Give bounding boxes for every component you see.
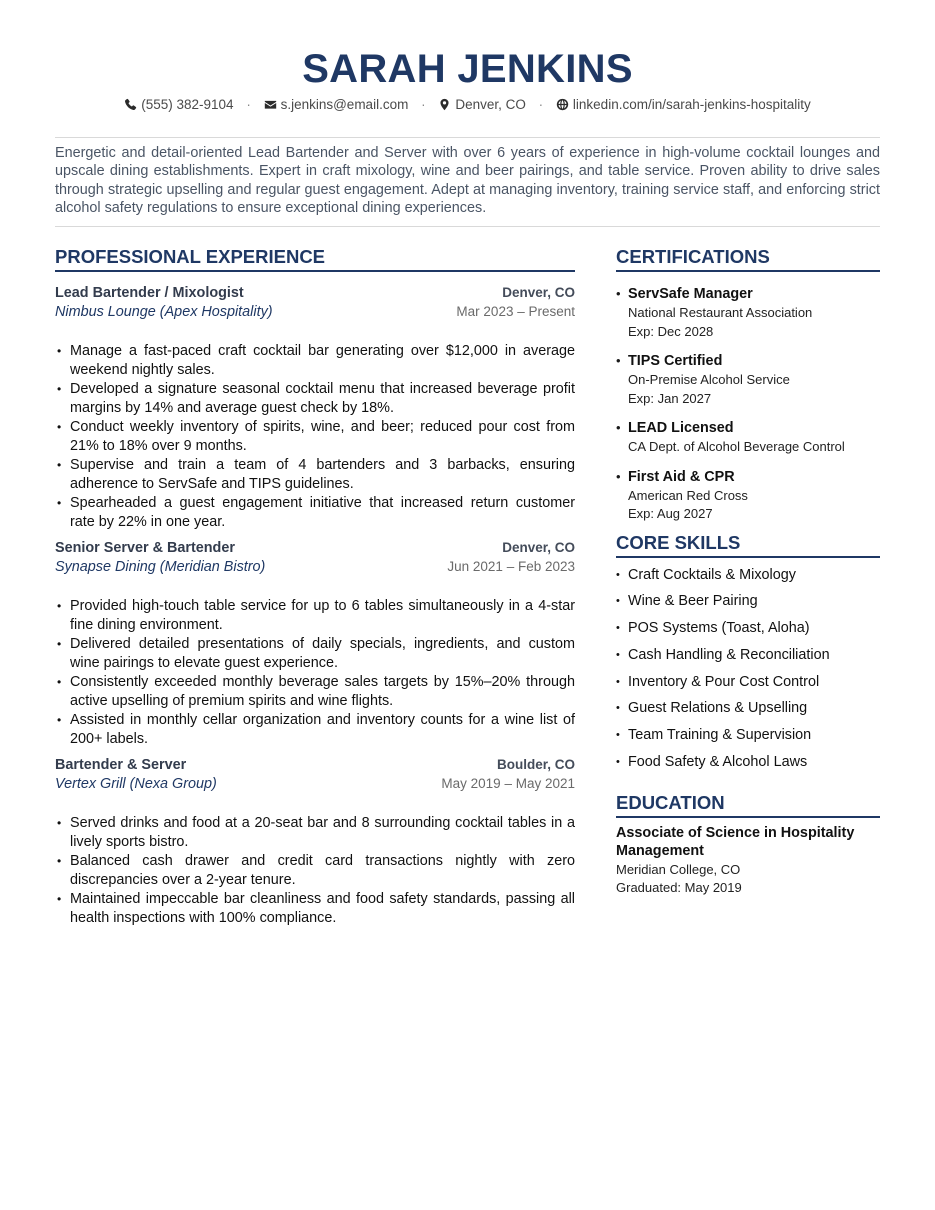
certification-item: [616, 284, 880, 341]
skill-item: • Cash Handling & Reconciliation: [616, 642, 880, 669]
skill-item: • Inventory & Pour Cost Control: [616, 669, 880, 696]
certification-issuer: CA Dept. of Alcohol Beverage Control: [628, 439, 845, 454]
job-entry: [55, 756, 575, 927]
job-title: Lead Bartender / Mixologist: [55, 285, 244, 301]
job-bullet: • Delivered detailed presentations of daily specials, ingredients, and custom wine pairings to elevate guest experience.: [55, 635, 575, 672]
contact-linkedin-text: linkedin.com/in/sarah-jenkins-hospitality: [572, 97, 811, 112]
experience-section: [55, 244, 575, 935]
job-bullet: • Developed a signature seasonal cocktail menu that increased beverage profit margins by 14% and average guest check by 18%.: [55, 380, 575, 417]
skills-list: [616, 562, 880, 776]
certification-item: [616, 467, 880, 524]
skill-item: • Craft Cocktails & Mixology: [616, 562, 880, 589]
certification-name: • ServSafe Manager: [628, 286, 753, 302]
job-dates: Mar 2023 – Present: [456, 304, 575, 319]
job-bullets: [55, 342, 575, 531]
certification-expiry: Exp: Dec 2028: [628, 323, 714, 339]
contact-separator: ·: [538, 97, 544, 112]
job-bullets: [55, 597, 575, 748]
certification-issuer: National Restaurant Association: [628, 305, 813, 320]
job-bullet: • Spearheaded a guest engagement initiative that increased return customer rate by 22% in one year.: [55, 494, 575, 531]
sidebar-column: [616, 244, 880, 898]
section-title-education: EDUCATION: [616, 790, 880, 818]
education-degree: Associate of Science in Hospitality Management: [616, 824, 855, 860]
skill-item: • Wine & Beer Pairing: [616, 588, 880, 615]
job-bullet: • Maintained impeccable bar cleanliness and food safety standards, passing all health inspections with 100% compliance.: [55, 890, 575, 927]
job-bullet: • Balanced cash drawer and credit card transactions nightly with zero discrepancies over a 2-year tenure.: [55, 852, 575, 889]
certification-expiry: Exp: Aug 2027: [628, 506, 713, 521]
job-bullet: • Manage a fast-paced craft cocktail bar generating over $12,000 in average weekend nightly sales.: [55, 342, 575, 379]
job-location: Denver, CO: [502, 285, 575, 300]
job-dates: May 2019 – May 2021: [441, 776, 575, 791]
skill-item: • Food Safety & Alcohol Laws: [616, 749, 880, 776]
job-location: Boulder, CO: [496, 757, 575, 772]
map-pin-icon: [438, 98, 451, 111]
certification-issuer: On-Premise Alcohol Service: [628, 372, 790, 387]
candidate-name: SARAH JENKINS: [302, 47, 633, 91]
phone-icon: [124, 98, 137, 111]
contact-email-text: s.jenkins@email.com: [280, 97, 409, 112]
job-bullet: • Assisted in monthly cellar organization and inventory counts for a wine list of 200+ labels.: [55, 711, 575, 748]
job-bullet: • Consistently exceeded monthly beverage sales targets by 15%–20% through active upselling of premium spirits and wine flights.: [55, 673, 575, 710]
job-bullet: • Served drinks and food at a 20-seat bar and 8 surrounding cocktail tables in a lively sports bistro.: [55, 814, 575, 851]
section-title-certifications: CERTIFICATIONS: [616, 244, 880, 272]
section-title-experience: PROFESSIONAL EXPERIENCE: [55, 244, 575, 272]
job-bullets: [55, 814, 575, 927]
divider: [55, 226, 880, 227]
certification-name: • First Aid & CPR: [628, 468, 735, 485]
education-graduated: Graduated: May 2019: [616, 880, 742, 896]
contact-separator: ·: [421, 97, 426, 112]
divider: [55, 137, 880, 138]
certification-item: [616, 418, 880, 457]
contact-phone-text: (555) 382-9104: [141, 97, 234, 112]
contact-separator: ·: [246, 97, 251, 112]
job-title: Bartender & Server: [55, 757, 187, 773]
skill-item: • Guest Relations & Upselling: [616, 695, 880, 722]
job-bullet: • Provided high-touch table service for up to 6 tables simultaneously in a 4-star fine dining environment.: [55, 597, 575, 634]
job-dates: Jun 2021 – Feb 2023: [447, 559, 575, 574]
certification-name: • TIPS Certified: [628, 353, 723, 369]
job-location: Denver, CO: [502, 540, 575, 555]
contact-bar: [0, 96, 935, 114]
contact-location-text: Denver, CO: [455, 97, 526, 112]
certification-issuer: American Red Cross: [628, 487, 748, 503]
contact-phone[interactable]: [124, 96, 233, 114]
job-entry: [55, 539, 575, 748]
certification-item: [616, 351, 880, 408]
contact-email[interactable]: [264, 96, 409, 114]
job-company: Synapse Dining (Meridian Bistro): [55, 559, 266, 575]
job-entry: [55, 284, 575, 531]
job-company: Nimbus Lounge (Apex Hospitality): [55, 304, 273, 320]
contact-linkedin[interactable]: [556, 96, 811, 114]
summary-text: Energetic and detail-oriented Lead Bartender and Server with over 6 years of experience in high-volume cocktail lounges and upscale dining establishments. Expert in craft mixology, wine and beer pairings, and table service. Proven ability to drive sales through strategic upselling and regular guest engagement. Adept at managing inventory, training service staff, and enforcing strict alcohol safety regulations to ensure exceptional dining experiences.: [55, 145, 880, 217]
envelope-icon: [264, 98, 277, 111]
globe-icon: [556, 98, 569, 111]
contact-location: [438, 96, 526, 114]
education-school: Meridian College, CO: [616, 861, 741, 877]
skill-item: • Team Training & Supervision: [616, 722, 880, 749]
job-bullet: • Supervise and train a team of 4 bartenders and 3 barbacks, ensuring adherence to ServSafe and TIPS guidelines.: [55, 456, 575, 493]
job-bullet: • Conduct weekly inventory of spirits, wine, and beer; reduced pour cost from 21% to 18% over 9 months.: [55, 418, 575, 455]
job-company: Vertex Grill (Nexa Group): [55, 776, 217, 792]
job-title: Senior Server & Bartender: [55, 540, 235, 556]
certification-name: • LEAD Licensed: [628, 420, 734, 436]
certification-expiry: Exp: Jan 2027: [628, 390, 712, 406]
skill-item: • POS Systems (Toast, Aloha): [616, 615, 880, 642]
section-title-skills: CORE SKILLS: [616, 530, 880, 558]
